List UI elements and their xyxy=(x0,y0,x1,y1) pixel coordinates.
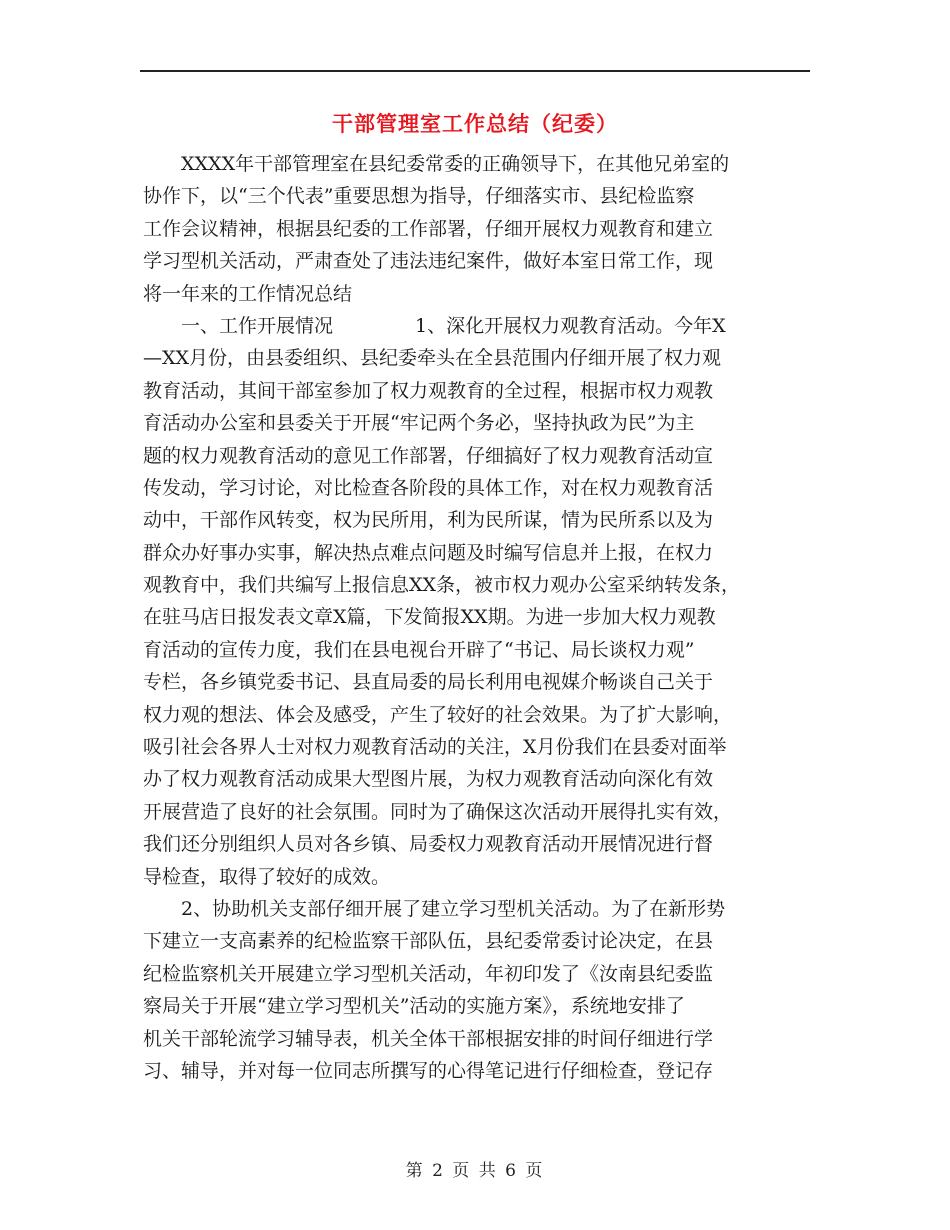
paragraph-line: 开展营造了良好的社会氛围。同时为了确保这次活动开展得扎实有效， xyxy=(143,800,733,823)
section-heading-line xyxy=(143,310,811,342)
paragraph-line: 2、协助机关支部仔细开展了建立学习型机关活动。为了在新形势 xyxy=(181,897,726,920)
paragraph-line: 办了权力观教育活动成果大型图片展，为权力观教育活动向深化有效 xyxy=(143,768,714,791)
paragraph-line: 教育活动，其间干部室参加了权力观教育的全过程，根据市权力观教 xyxy=(143,379,714,402)
header-rule xyxy=(140,70,810,72)
paragraph-line: 纪检监察机关开展建立学习型机关活动，年初印发了《汝南县纪委监 xyxy=(143,962,714,985)
paragraph-line: 育活动办公室和县委关于开展“牢记两个务必，坚持执政为民”为主 xyxy=(143,412,695,435)
paragraph-line: 察局关于开展“建立学习型机关”活动的实施方案》，系统地安排了 xyxy=(143,995,685,1018)
document-title: 干部管理室工作总结（纪委） xyxy=(332,112,618,136)
paragraph-line: 吸引社会各界人士对权力观教育活动的关注，X月份我们在县委对面举 xyxy=(143,736,727,759)
paragraph-line: 机关干部轮流学习辅导表，机关全体干部根据安排的时间仔细进行学 xyxy=(143,1027,714,1050)
paragraph-line: 育活动的宣传力度，我们在县电视台开辟了“书记、局长谈权力观” xyxy=(143,638,695,661)
paragraph-line: 协作下，以“三个代表”重要思想为指导，仔细落实市、县纪检监察 xyxy=(143,185,695,208)
section-heading: 一、工作开展情况 xyxy=(181,314,334,337)
paragraph-line: 观教育中，我们共编写上报信息XX条，被市权力观办公室采纳转发条， xyxy=(143,574,741,597)
paragraph-line: 1、深化开展权力观教育活动。今年X xyxy=(415,314,726,337)
paragraph-line: 题的权力观教育活动的意见工作部署，仔细搞好了权力观教育活动宣 xyxy=(143,444,714,467)
paragraph-line: 传发动，学习讨论，对比检查各阶段的具体工作，对在权力观教育活 xyxy=(143,476,714,499)
paragraph-line: 动中，干部作风转变，权为民所用，利为民所谋，情为民所系以及为 xyxy=(143,509,714,532)
paragraph-line: 学习型机关活动，严肃查处了违法违纪案件，做好本室日常工作，现 xyxy=(143,250,714,273)
paragraph-line: 专栏，各乡镇党委书记、县直局委的局长利用电视媒介畅谈自己关于 xyxy=(143,671,714,694)
paragraph-line: 将一年来的工作情况总结 xyxy=(143,282,353,305)
paragraph-line: 习、辅导，并对每一位同志所撰写的心得笔记进行仔细检查，登记存 xyxy=(143,1059,714,1082)
paragraph-line: —XX月份，由县委组织、县纪委牵头在全县范围内仔细开展了权力观 xyxy=(143,347,722,370)
paragraph-line: 导检查，取得了较好的成效。 xyxy=(143,865,391,888)
paragraph-line: 下建立一支高素养的纪检监察干部队伍，县纪委常委讨论决定，在县 xyxy=(143,930,714,953)
paragraph-line: 工作会议精神，根据县纪委的工作部署，仔细开展权力观教育和建立 xyxy=(143,217,714,240)
document-body xyxy=(143,148,811,1087)
paragraph-line: 我们还分别组织人员对各乡镇、局委权力观教育活动开展情况进行督 xyxy=(143,833,714,856)
paragraph-line: 权力观的想法、体会及感受，产生了较好的社会效果。为了扩大影响， xyxy=(143,703,733,726)
paragraph-line: 在驻马店日报发表文章X篇，下发简报XX期。为进一步加大权力观教 xyxy=(143,606,716,629)
paragraph-line: XXXX年干部管理室在县纪委常委的正确领导下，在其他兄弟室的 xyxy=(181,153,730,175)
paragraph-line: 群众办好事办实事，解决热点难点问题及时编写信息并上报，在权力 xyxy=(143,541,714,564)
page-number-footer: 第 2 页 共 6 页 xyxy=(405,1161,545,1181)
